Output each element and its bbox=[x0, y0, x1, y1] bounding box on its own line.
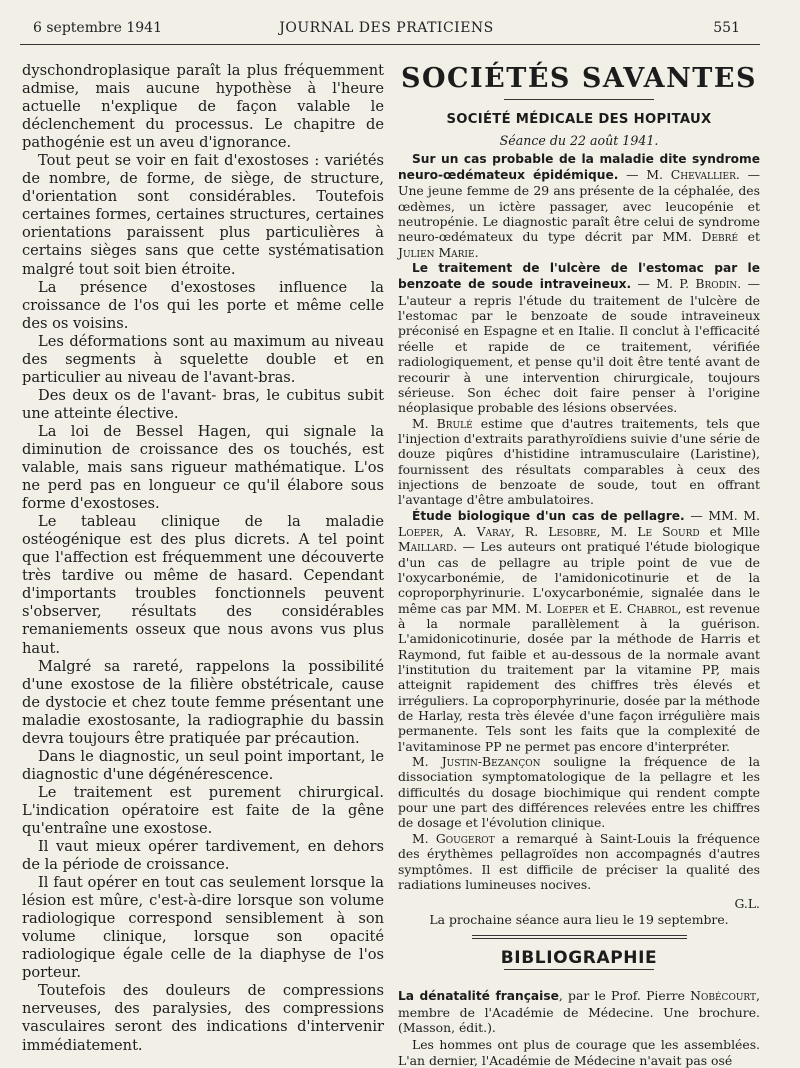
paragraph: Tout peut se voir en fait d'exostoses : variétés de nombre, de forme, de siège, de structure, d'orientation sont considérables. Toutefois certaines formes, certaines structures, certaines orientations paraissent plus particulières à certains sièges sans que cette systématisation malgré tout soit bien étroite. bbox=[22, 152, 384, 278]
paragraph: Le traitement est purement chirurgical. L'indication opératoire est faite de la gêne qu'entraîne une exostose. bbox=[22, 783, 384, 837]
running-header bbox=[33, 20, 740, 40]
paragraph: Des deux os de l'avant- bras, le cubitus subit une atteinte élective. bbox=[22, 386, 384, 422]
paragraph: Dans le diagnostic, un seul point important, le diagnostic d'une dégénérescence. bbox=[22, 747, 384, 783]
issue-date: 6 septembre 1941 bbox=[33, 20, 162, 36]
discussion-brule: M. Brulé estime que d'autres traitements, tels que l'injection d'extraits parathyroïdiens suivie d'une série de douze piqûres d'histidine intramusculaire (Laristine), fournissent des résultats comparables à ceux des injections de benzoate de soude, tout en offrant l'avantage d'être ambulatoires. bbox=[398, 415, 760, 508]
author-name: Lesobre bbox=[548, 523, 597, 539]
paragraph: dyschondroplasique paraît la plus fréquemment admise, mais aucune hypothèse à l'heure actuelle n'explique de façon valable le déclenchement du processus. Le chapitre de pathogénie est un aveu d'ignorance. bbox=[22, 62, 384, 152]
article-pellagre: Étude biologique d'un cas de pellagre. — MM. M. Loeper, A. Varay, R. Lesobre, M. Le Sourd et Mlle Maillard. — Les auteurs ont pratiqué l'étude biologique d'un cas de pellagre au triple point de vue de l'oxycarbonémie, de l'amidonicotinurie et de la coproporphyrinurie. L'oxycarbonémie, signalée dans le même cas par MM. M. Loeper et E. Chabrol, est revenue à la normale parallèlement à la guérison. L'amidonicotinurie, dosée par la méthode de Harris et Raymond, fut faible et au-dessous de la normale avant l'institution du traitement par la vitamine PP, mais atteignit rapidement des chiffres très élevés et irréguliers. La coproporphyrinurie, dosée par la méthode de Harlay, resta très élevée d'une façon irrégulière mais permanente. Tels sont les faits que la complexité de l'avitaminose PP ne permet pas encore d'interpréter. bbox=[398, 507, 761, 754]
discussion-justin-bezancon: M. Justin-Bezançon souligne la fréquence de la dissociation symptomatologique de la pellagre et les difficultés du dosage biochimique qui rendent compte pour une part des différences relevées entre les chiffres de dosage et l'évolution clinique. bbox=[398, 754, 760, 831]
paragraph: La loi de Bessel Hagen, qui signale la diminution de croissance des os touchés, est valable, mais sans rigueur mathématique. L'os ne perd pas en longueur ce qu'il élabore sous forme d'exostoses. bbox=[22, 422, 384, 513]
discussion-gougerot: M. Gougerot a remarqué à Saint-Louis la fréquence des érythèmes pellagroïdes non accompagnés d'autres symptômes. Il est difficile de préciser la qualité des radiations lumineuses nocives. bbox=[398, 830, 760, 892]
article-lead: Sur un cas probable de la maladie dite syndrome neuro-œdémateux épidémique. bbox=[398, 151, 760, 183]
section-masthead: SOCIÉTÉS SAVANTES bbox=[401, 63, 757, 94]
paragraph: Le tableau clinique de la maladie ostéogénique est des plus dicrets. A tel point que l'affection est fréquemment une découverte très tardive ou même de hasard. Cependant d'importants troubles fonctionnels peuvent s'observer, résultats des considérables remaniements osseux que nous avons vus plus haut. bbox=[22, 513, 384, 657]
paragraph: La présence d'exostoses influence la croissance de l'os qui les porte et même celle des os voisins. bbox=[22, 278, 384, 332]
discussant-name: Justin-Bezançon bbox=[441, 754, 541, 770]
author-name: Varay bbox=[476, 523, 511, 539]
author-name: Loeper bbox=[398, 523, 440, 539]
cited-name: Debré bbox=[701, 229, 739, 245]
book-title: La dénatalité française bbox=[398, 989, 559, 1004]
paragraph: Toutefois des douleurs de compressions nerveuses, des paralysies, des compressions vasculaires seront des indications d'intervenir immédiatement. bbox=[22, 982, 384, 1054]
paragraph: Malgré sa rareté, rappelons la possibilité d'une exostose de la filière obstétricale, cause de dystocie et chez toute femme présentant une maladie exostosante, la radiographie du bassin devra toujours être pratiquée par précaution. bbox=[22, 657, 384, 747]
bibliography-title: BIBLIOGRAPHIE bbox=[500, 947, 658, 968]
cited-name: Loeper bbox=[546, 600, 589, 616]
paragraph: Les déformations sont au maximum au niveau des segments à squelette double et en particulier au niveau de l'avant-bras. bbox=[22, 332, 384, 386]
signature: G.L. bbox=[734, 896, 760, 912]
author-name: Le Sourd bbox=[637, 523, 700, 539]
discussant-name: Gougerot bbox=[435, 830, 495, 846]
cited-name: Chabrol bbox=[626, 600, 678, 616]
article-lead: Le traitement de l'ulcère de l'estomac par le benzoate de soude intraveineux. bbox=[398, 261, 760, 292]
article-lead: Étude biologique d'un cas de pellagre. bbox=[412, 508, 685, 523]
double-rule bbox=[472, 935, 687, 939]
book-entry: La dénatalité française, par le Prof. Pierre Nobécourt, membre de l'Académie de Médecine. Une brochure. (Masson, édit.). bbox=[398, 988, 760, 1035]
paragraph: Il faut opérer en tout cas seulement lorsque la lésion est mûre, c'est-à-dire lorsque son volume radiologique correspond sensiblement à son volume clinique, lorsque son opacité radiologique égale celle de la diaphyse de l'os porteur. bbox=[22, 874, 384, 982]
journal-title: JOURNAL DES PRATICIENS bbox=[279, 20, 494, 36]
society-title: SOCIÉTÉ MÉDICALE DES HOPITAUX bbox=[446, 112, 712, 127]
article-body: . — Les auteurs ont pratiqué l'étude biologique d'un cas de pellagre au triple point de vue de l'oxycarbonémie, de l'amidonicotinurie et de la coproporphyrinurie. L'oxycarbonémie, signalée dans le même cas par MM. M. bbox=[398, 539, 760, 616]
right-column bbox=[398, 62, 760, 1068]
review-paragraph: Les hommes ont plus de courage que les assemblées. L'an dernier, l'Académie de Médecine n'avait pas osé bbox=[398, 1037, 760, 1068]
header-rule bbox=[20, 44, 760, 45]
book-author: Nobécourt bbox=[690, 988, 757, 1004]
paragraph: Il vaut mieux opérer tardivement, en dehors de la période de croissance. bbox=[22, 838, 384, 874]
discussant-name: Brulé bbox=[436, 415, 473, 431]
bibliography-rule bbox=[504, 969, 654, 970]
next-session-note: La prochaine séance aura lieu le 19 septembre. bbox=[429, 911, 729, 927]
article-author: — M. Chevallier. — bbox=[626, 167, 760, 183]
article-body: Une jeune femme de 29 ans présente de la céphalée, des œdèmes, un ictère passager, avec leucopénie et neutropénie. Le diagnostic paraît être celui de syndrome neuro-œdémateux du type décrit par MM. bbox=[398, 183, 760, 245]
masthead-rule bbox=[504, 99, 654, 100]
article-brodin bbox=[398, 260, 760, 415]
left-column bbox=[22, 62, 384, 1055]
cited-name: Julien Marie bbox=[398, 244, 475, 260]
author-name: Maillard bbox=[398, 539, 454, 555]
session-date: Séance du 22 août 1941. bbox=[499, 133, 659, 149]
article-body: L'auteur a repris l'étude du traitement de l'ulcère de l'estomac par le benzoate de soude intraveineux préconisé en Espagne et en Italie. Il conclut à l'efficacité réelle et rapide de ce traitement, vérifiée radiologiquement, et pense qu'il doit être tenté avant de recourir à une intervention chirurgicale, toujours sérieuse. Son échec doit faire penser à l'origine néoplasique probable des lésions observées. bbox=[398, 292, 760, 416]
article-chevallier: Sur un cas probable de la maladie dite syndrome neuro-œdémateux épidémique. — M. Chevallier. — Une jeune femme de 29 ans présente de la céphalée, des œdèmes, un ictère passager, avec leucopénie et neutropénie. Le diagnostic paraît être celui de syndrome neuro-œdémateux du type décrit par MM. Debré et Julien Marie. bbox=[398, 151, 760, 260]
page-number: 551 bbox=[713, 20, 740, 36]
article-author: — M. P. Brodin. — bbox=[637, 276, 760, 292]
